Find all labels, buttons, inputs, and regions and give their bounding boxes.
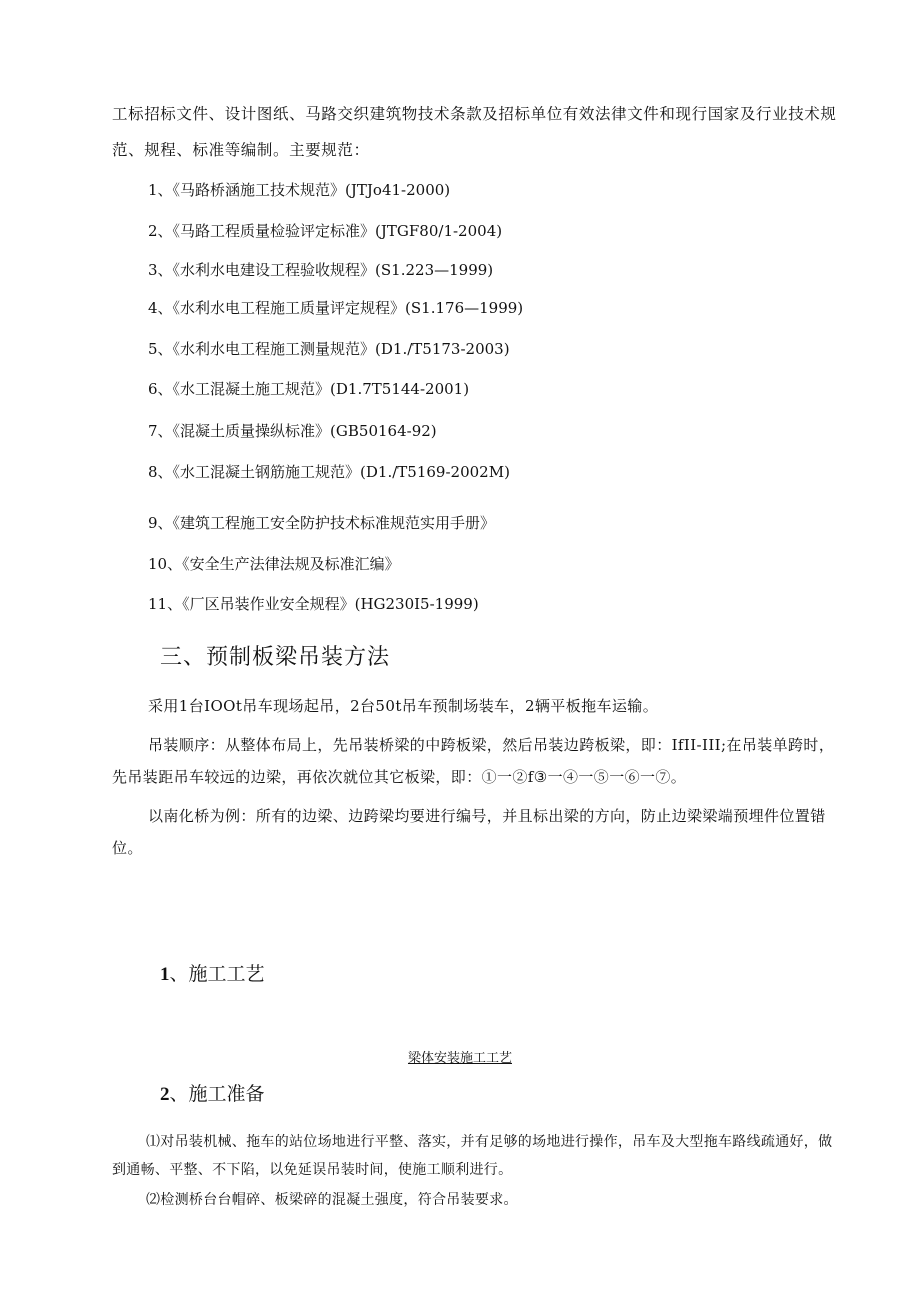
section3-paragraph-3 bbox=[112, 800, 842, 864]
standard-item-6: 6、《水工混凝土施工规范》(D1.7T5144-2001) bbox=[148, 380, 470, 398]
subheading-2-text: 、施工准备 bbox=[169, 1083, 265, 1105]
section-heading-3: 三、预制板梁吊装方法 bbox=[160, 645, 391, 670]
standard-item-10: 10、《安全生产法律法规及标准汇编》 bbox=[148, 555, 400, 573]
prep-paragraph-1 bbox=[112, 1128, 842, 1184]
standard-item-11: 11、《厂区吊装作业安全规程》(HG230I5-1999) bbox=[148, 595, 479, 613]
section3-paragraph-3-text: 以南化桥为例：所有的边梁、边跨梁均要进行编号，并且标出梁的方向，防止边梁梁端预埋件位置错位。 bbox=[112, 807, 826, 857]
prep-paragraph-2-text: ⑵检测桥台台帽碎、板梁碎的混凝土强度，符合吊装要求。 bbox=[146, 1192, 518, 1208]
prep-paragraph-2 bbox=[112, 1186, 842, 1214]
subheading-1-number: 1 bbox=[160, 964, 170, 985]
standard-item-3: 3、《水利水电建设工程验收规程》(S1.223—1999) bbox=[148, 261, 494, 279]
standard-item-5: 5、《水利水电工程施工测量规范》(D1./T5173-2003) bbox=[148, 340, 510, 358]
section3-paragraph-2 bbox=[112, 729, 842, 793]
standard-item-7: 7、《混凝土质量操纵标准》(GB50164-92) bbox=[148, 422, 437, 440]
standard-item-4: 4、《水利水电工程施工质量评定规程》(S1.176—1999) bbox=[148, 299, 524, 317]
subheading-construction-process bbox=[160, 961, 265, 988]
section3-paragraph-1-text: 采用1台IOOt吊车现场起吊，2台50t吊车预制场装车，2辆平板拖车运输。 bbox=[148, 697, 659, 715]
section3-paragraph-1 bbox=[112, 690, 842, 722]
figure-caption: 梁体安装施工工艺 bbox=[407, 1051, 512, 1066]
prep-paragraph-1-text: ⑴对吊装机械、拖车的站位场地进行平整、落实，并有足够的场地进行操作，吊车及大型拖车路线疏通好，做到通畅、平整、不下陷，以免延误吊装时间，使施工顺利进行。 bbox=[112, 1134, 833, 1178]
standard-item-1: 1、《马路桥涵施工技术规范》(JTJo41-2000) bbox=[148, 181, 451, 199]
standard-item-8: 8、《水工混凝土钢筋施工规范》(D1./T5169-2002M) bbox=[148, 463, 510, 481]
intro-paragraph: 工标招标文件、设计图纸、马路交织建筑物技术条款及招标单位有效法律文件和现行国家及行业技术规范、规程、标准等编制。主要规范： bbox=[112, 105, 837, 159]
subheading-construction-prep bbox=[160, 1081, 265, 1108]
subheading-2-number: 2 bbox=[160, 1084, 170, 1105]
subheading-1-text: 、施工工艺 bbox=[169, 963, 265, 985]
section3-paragraph-2-text: 吊装顺序：从整体布局上，先吊装桥梁的中跨板梁，然后吊装边跨板梁，即：IfII-III;在吊装单跨时，先吊装距吊车较远的边梁，再依次就位其它板梁，即：①一②f③一④一⑤一⑥一⑦。 bbox=[112, 736, 835, 786]
standard-item-9: 9、《建筑工程施工安全防护技术标准规范实用手册》 bbox=[148, 514, 496, 532]
standard-item-2: 2、《马路工程质量检验评定标准》(JTGF80/1-2004) bbox=[148, 222, 503, 240]
